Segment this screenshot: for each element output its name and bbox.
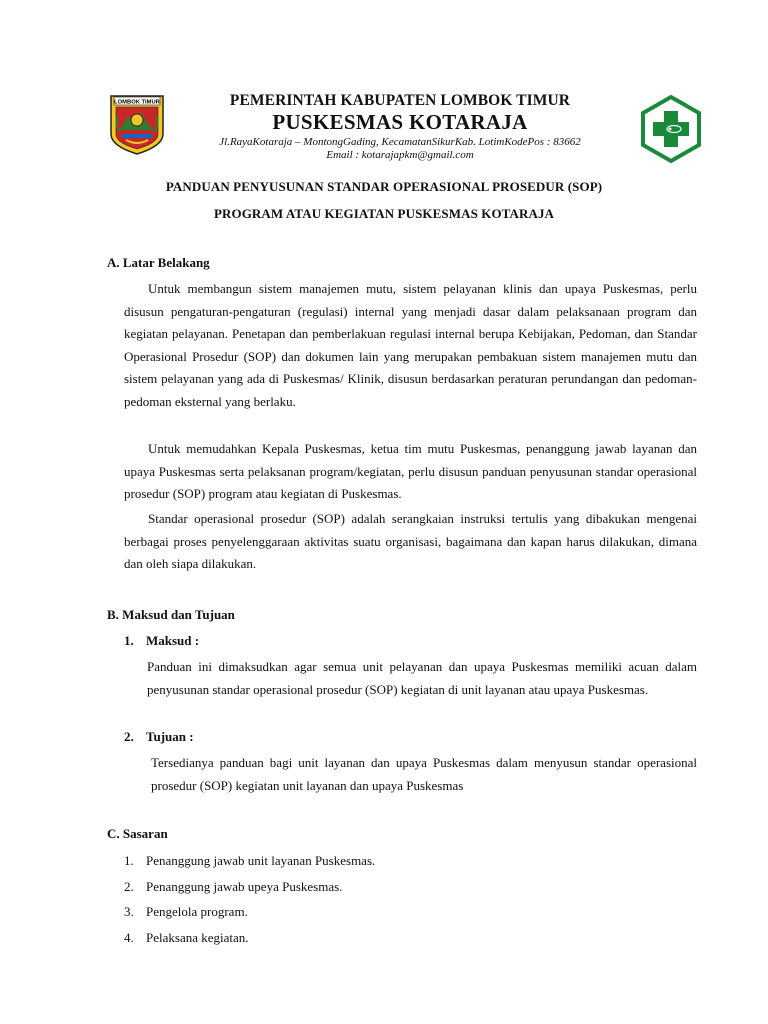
maksud-label: Maksud : [146, 633, 200, 648]
sasaran-item [124, 850, 375, 872]
letterhead [180, 92, 620, 162]
section-a-heading: A. Latar Belakang [107, 255, 210, 270]
sasaran-item-number: 1. [124, 853, 134, 868]
section-a-paragraph-1 [124, 278, 697, 414]
sasaran-item [124, 901, 248, 923]
sasaran-item [124, 876, 342, 898]
institution-address: Jl.RayaKotaraja – MontongGading, KecamatanSikurKab. LotimKodePos : 83662 [219, 136, 581, 148]
institution-name: PUSKESMAS KOTARAJA [272, 110, 528, 134]
tujuan-subheading [124, 726, 194, 748]
section-a-paragraph-3 [124, 508, 697, 576]
sasaran-item [124, 927, 249, 949]
sasaran-item-text: Penanggung jawab unit layanan Puskesmas. [146, 853, 376, 868]
sasaran-item-number: 2. [124, 879, 134, 894]
section-a-paragraph-1-text: Untuk membangun sistem manajemen mutu, sistem pelayanan klinis dan upaya Puskesmas, perlu disusun pengaturan-pengaturan (regulasi) internal yang menjadi dasar dalam pelaksanaan program dan kegiatan pelayanan. Penetapan dan pemberlakuan regulasi internal berupa Kebijakan, Pedoman, dan Standar Operasional Prosedur (SOP) dan dokumen lain yang merupakan pembakuan sistem manajemen mutu dan sistem pelayanan yang ada di Puskesmas/ Klinik, disusun berdasarkan peraturan perundangan dan pedoman-pedoman eksternal yang berlaku. [124, 281, 697, 409]
puskesmas-logo [637, 95, 705, 163]
section-a-paragraph-2 [124, 438, 697, 506]
sasaran-item-text: Pengelola program. [146, 904, 248, 919]
tujuan-number: 2. [124, 729, 134, 744]
maksud-number: 1. [124, 633, 134, 648]
sasaran-item-text: Penanggung jawab upeya Puskesmas. [146, 879, 343, 894]
sasaran-item-text: Pelaksana kegiatan. [146, 930, 249, 945]
institution-email: Email : kotarajapkm@gmail.com [326, 149, 474, 161]
sasaran-item-number: 4. [124, 930, 134, 945]
section-c-heading: C. Sasaran [107, 826, 168, 841]
document-title-line-1: PANDUAN PENYUSUNAN STANDAR OPERASIONAL PROSEDUR (SOP) [165, 179, 603, 194]
tujuan-label: Tujuan : [146, 729, 194, 744]
section-a-paragraph-2-text: Untuk memudahkan Kepala Puskesmas, ketua tim mutu Puskesmas, penanggung jawab layanan dan upaya Puskesmas serta pelaksanan program/kegiatan, perlu disusun panduan penyusunan standar operasional prosedur (SOP) program atau kegiatan di Puskesmas. [124, 441, 697, 502]
maksud-subheading [124, 630, 199, 652]
maksud-paragraph: Panduan ini dimaksudkan agar semua unit pelayanan dan upaya Puskesmas memiliki acuan dalam penyusunan standar operasional prosedur (SOP) kegiatan di unit layanan atau upaya Puskesmas. [147, 659, 697, 697]
tujuan-paragraph: Tersedianya panduan bagi unit layanan dan upaya Puskesmas dalam menyusun standar operasional prosedur (SOP) kegiatan unit layanan dan upaya Puskesmas [151, 755, 697, 793]
lombok-timur-crest-logo [108, 94, 166, 156]
section-a-paragraph-3-text: Standar operasional prosedur (SOP) adalah serangkaian instruksi tertulis yang dibakukan mengenai berbagai proses penyelenggaraan aktivitas suatu organisasi, bagaimana dan kapan harus dilakukan, dimana dan oleh siapa dilakukan. [124, 511, 697, 572]
government-name: PEMERINTAH KABUPATEN LOMBOK TIMUR [229, 92, 571, 109]
section-b-heading: B. Maksud dan Tujuan [107, 607, 235, 622]
crest-caption: LOMBOK TIMUR [114, 99, 160, 106]
sasaran-item-number: 3. [124, 904, 134, 919]
document-title-line-2: PROGRAM ATAU KEGIATAN PUSKESMAS KOTARAJA [213, 206, 555, 221]
